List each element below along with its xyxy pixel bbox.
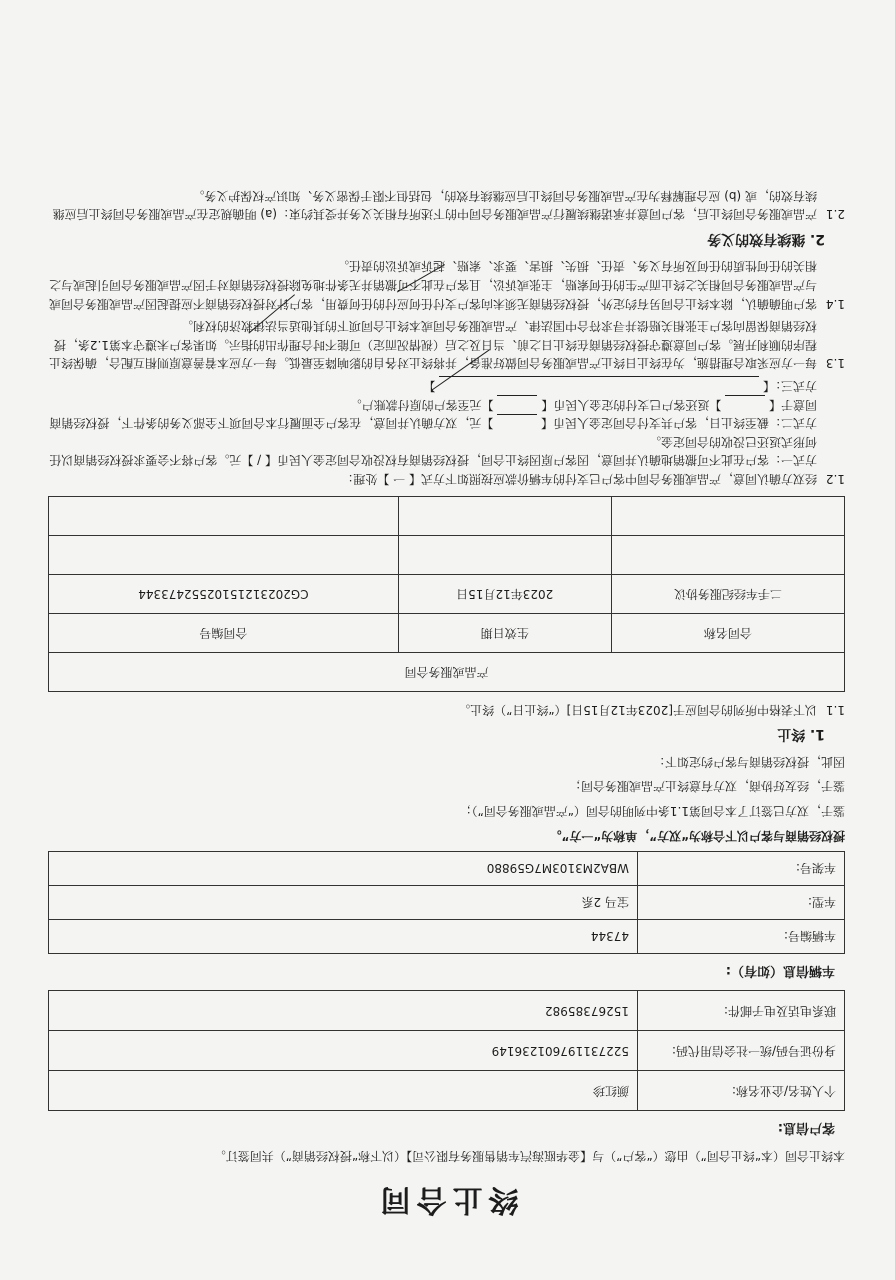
customer-info-table	[48, 990, 845, 1111]
blank-refund-date	[725, 395, 765, 408]
clause-text: 以下表格中所列的合同应于[2023年12月15日]（“终止日”）终止。	[458, 702, 817, 717]
cell-effective-date: 2023年12月15日	[398, 574, 611, 613]
vehicle-number-value: 47344	[49, 919, 638, 953]
intro-paragraph: 本终止合同（本“终止合同”）由您（“客户”）与【金华瓯海汽车销售服务有限公司】（以下称“授权经销商”）共同签订。	[213, 1149, 845, 1164]
blank-refund-amount	[497, 395, 537, 408]
document-title: 终止合同	[374, 1182, 519, 1217]
table-row	[49, 535, 845, 574]
recital-1: 鉴于，双方已签订了本合同第1.1条中列明的合同（“产品或服务合同”）；	[459, 804, 845, 819]
option-two-part-d: 】元至客户的原付款账户。	[349, 397, 494, 412]
table-header-row	[49, 613, 845, 652]
blank-deposit-amount	[497, 414, 537, 427]
table-row	[49, 990, 845, 1030]
agreement-lead: 因此，授权经销商与客户约定如下：	[652, 754, 845, 769]
option-two-part-b: 】元，双方确认并同意，在客户全面履行本合同项下全部义务的条件下，授权经销商同意于【	[49, 397, 817, 431]
vin-value: WBA2M3103M7G59880	[49, 851, 638, 885]
parties-definition: 授权经销商与客户以下合称为“双方”，单称为“一方”。	[549, 828, 845, 843]
option-three	[48, 376, 817, 395]
customer-id-label: 身份证号码/统一社会信用代码:	[638, 1030, 845, 1070]
header-contract-name: 合同名称	[611, 613, 844, 652]
customer-info-heading: 客户信息:	[777, 1119, 835, 1135]
table-row	[49, 574, 845, 613]
clause-1-4	[48, 257, 845, 313]
table-row	[49, 851, 845, 885]
vehicle-model-value: 宝马 2系	[49, 885, 638, 919]
cell-contract-number: CG20231215102552473344	[49, 574, 399, 613]
clause-1-2	[48, 376, 845, 488]
option-two-part-c: 】返还客户已支付的定金人民币【	[541, 397, 722, 412]
cell-empty	[398, 496, 611, 535]
clause-text: 每一方应采取合理措施，为在终止日终止产品或服务合同做好准备，并将终止对各自的影响降至最低。每一方应本着善意原则相互配合，确保终止程序的顺利开展。客户同意遵守授权经销商在终止日之前、当日及之后（视情况而定）可能不时合理作出的指示。如果客户未遵守本第1.2条，授权经销商保留向客户主张相关赔偿并寻求符合中国法律、产品或服务合同或本终止合同项下的其他适当法律救济的权利。	[48, 319, 817, 371]
clause-text: 客户明确确认，除本终止合同另有约定外，授权经销商无须未向客户支付任何应付的任何费用，客户针对授权经销商不应提起因产品或服务合同或与产品或服务合同相关之终止而产生的任何索赔，主张或诉讼，且客户在此不可撤销并无条件地免除授权经销商对于因产品或服务合同引起或与之相关的任何性质的任何及所有义务、责任、损失、损害、要求、索赔、起诉或诉讼的责任。	[48, 259, 817, 311]
customer-contact-value: 15267385982	[49, 990, 638, 1030]
customer-contact-label: 联系电话及电子邮件:	[638, 990, 845, 1030]
option-two-part-a: 方式二：截至终止日，客户共支付合同定金人民币【	[540, 416, 817, 431]
clause-2-1	[48, 186, 845, 223]
customer-name-label: 个人姓名/企业名称:	[638, 1070, 845, 1110]
vehicle-info-table	[48, 851, 845, 954]
table-row	[49, 1070, 845, 1110]
customer-name-value: 颜红珍	[49, 1070, 638, 1110]
clause-number: 2.1	[825, 207, 845, 222]
contract-table-title: 产品或服务合同	[49, 652, 845, 691]
clause-number: 1.2	[825, 471, 845, 486]
cell-empty	[398, 535, 611, 574]
section-1-heading: 1. 终止	[777, 726, 825, 743]
option-three-close: 】	[423, 379, 436, 393]
vin-label: 车架号:	[638, 851, 845, 885]
cell-empty	[49, 496, 399, 535]
clause-number: 1.4	[825, 296, 845, 311]
clause-text: 经双方确认同意，产品或服务合同中客户已支付的车辆价款应按照如下方式【 一 】处理：	[341, 471, 817, 486]
vehicle-model-label: 车型:	[638, 885, 845, 919]
table-row	[49, 919, 845, 953]
header-contract-number: 合同编号	[49, 613, 399, 652]
clause-text: 产品或服务合同终止后，客户同意并承诺继续履行产品或服务合同中的下述所有相关义务并受其约束：(a) 明确规定在产品或服务合同终止后应继续有效的，或 (b) 应合理解释为在产品或服务合同终止后应继续有效的，包括但不限于保密义务、知识产权保护义务。	[52, 188, 817, 222]
table-row	[49, 885, 845, 919]
vehicle-info-heading: 车辆信息（如有）:	[725, 962, 835, 978]
customer-id-value: 522731197601236149	[49, 1030, 638, 1070]
cell-empty	[611, 496, 844, 535]
header-effective-date: 生效日期	[398, 613, 611, 652]
vehicle-number-label: 车辆编号:	[638, 919, 845, 953]
clause-number: 1.1	[825, 702, 845, 717]
option-three-label: 方式三：【	[762, 379, 817, 393]
cell-empty	[611, 535, 844, 574]
table-row	[49, 652, 845, 691]
table-row	[49, 1030, 845, 1070]
clause-1-1	[48, 700, 845, 719]
clause-1-3	[48, 317, 845, 373]
recital-2: 鉴于，经友好协商，双方有意终止产品或服务合同；	[568, 779, 845, 794]
cell-contract-name: 二手车经纪服务协议	[611, 574, 844, 613]
option-one: 方式一：客户在此不可撤销地确认并同意，因客户原因终止合同，授权经销商有权没收合同定金人民币【 / 】元。客户将不会要求授权经销商以任何形式返还已没收的合同定金。	[49, 434, 817, 468]
section-2-heading: 2. 继续有效的义务	[707, 230, 825, 247]
blank-option-three	[439, 376, 759, 389]
cell-empty	[49, 535, 399, 574]
clause-number: 1.3	[825, 356, 845, 371]
option-two	[48, 395, 817, 432]
table-row	[49, 496, 845, 535]
contract-table	[48, 496, 845, 692]
